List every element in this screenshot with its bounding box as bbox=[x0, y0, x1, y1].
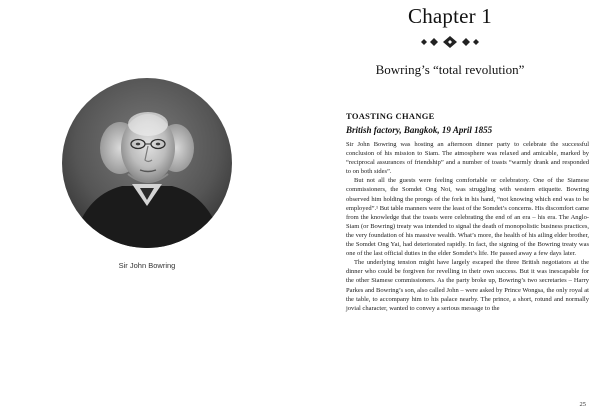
dateline: British factory, Bangkok, 19 April 1855 bbox=[346, 125, 493, 135]
portrait-photo bbox=[62, 78, 232, 248]
body-text bbox=[346, 140, 589, 313]
paragraph: Sir John Bowring was hosting an afternoon dinner party to celebrate the successful conclusion of his mission to Siam. The atmosphere was relaxed and amicable, marked by “reciprocal assurances of friendship” and a number of toasts “warmly drank and responded to on both sides”. bbox=[346, 141, 589, 176]
diamond-fleuron-icon bbox=[300, 36, 600, 48]
right-page bbox=[300, 0, 600, 414]
portrait-caption: Sir John Bowring bbox=[118, 261, 176, 270]
chapter-title: Chapter 1 bbox=[407, 4, 493, 28]
paragraph: The underlying tension might have largely escaped the three British negotiators at the dinner who could be forgiven for revelling in their own success. But it was inescapable for the other Siamese commissioners. As the party broke up, Bowring’s two secretaries – Harry Parkes and Bowring’s son, also called John – were asked by Prince Wongsa, the only royal at the table, to accompany him to his palace nearby. The prince, a short, rotund and normally jovial character, wanted to convey a serious message to the bbox=[346, 259, 589, 312]
page-number: 25 bbox=[579, 401, 586, 408]
section-heading: TOASTING CHANGE bbox=[346, 111, 435, 121]
chapter-subtitle: Bowring’s “total revolution” bbox=[375, 62, 525, 77]
paragraph: But not all the guests were feeling comfortable or celebratory. One of the Siamese commissioners, the Somdet Ong Noi, was struggling with western etiquette. Bowring observed him holding the prongs of the fork in his hand, “not knowing which end was to be employed”.¹ But table manners were the least of the Somdet’s concerns. His discomfort came from the knowledge that the toasts were celebrating the end of an era – his era. The Anglo-Siam (or Bowring) treaty was intended to signal the death of monopolistic business practices, the very foundation of his massive wealth. What’s more, the health of his ailing elder brother, the Somdet Ong Yai, had deteriorated rapidly. In fact, the signing of the Bowring treaty was one of the last official duties in the elder Somdet’s life. He passed away a few days later. bbox=[346, 177, 589, 258]
